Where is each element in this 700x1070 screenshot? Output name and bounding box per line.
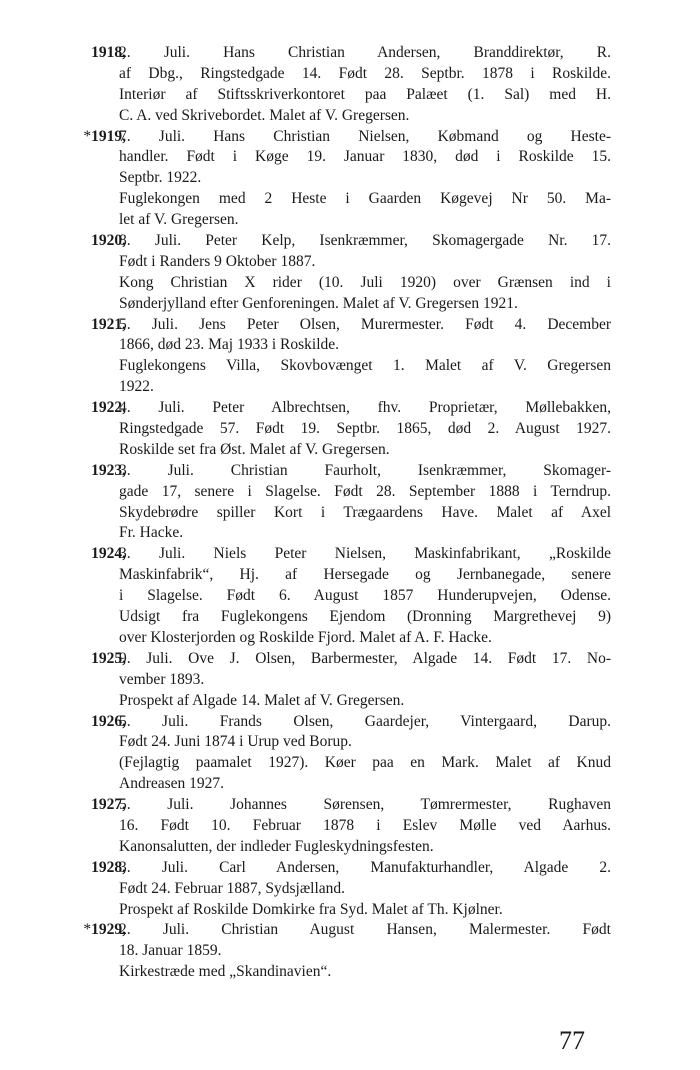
entry-text — [119, 127, 611, 231]
text-line: 2. Juli. Hans Christian Andersen, Branddirektør, R. — [119, 44, 611, 61]
entry — [0, 398, 700, 461]
year-label: 1918, — [91, 44, 126, 61]
text-line: Ringstedgade 57. Født 19. Septbr. 1865, død 2. August 1927. — [119, 420, 611, 438]
year-label: 1921, — [91, 315, 126, 333]
year-label: 1927, — [91, 796, 126, 814]
entry-year — [0, 43, 126, 64]
text-line: 1922. — [119, 378, 154, 396]
text-line: Prospekt af Algade 14. Malet af V. Gregersen. — [119, 691, 405, 709]
entry — [0, 231, 700, 315]
text-line: Fuglekongens Villa, Skovbovænget 1. Malet af V. Gregersen — [119, 357, 611, 375]
text-line: handler. Født i Køge 19. Januar 1830, død i Roskilde 15. — [119, 148, 611, 166]
entry — [0, 795, 700, 858]
year-label: 1919, — [91, 127, 126, 145]
text-line: Sønderjylland efter Genforeningen. Malet af V. Gregersen 1921. — [119, 294, 518, 312]
year-label: 1920, — [91, 232, 126, 250]
entry-text — [119, 649, 611, 712]
deceased-marker: * — [83, 127, 92, 145]
text-line: Kong Christian X rider (10. Juli 1920) over Grænsen ind i — [119, 273, 611, 291]
text-line: Fuglekongen med 2 Heste i Gaarden Køgevej Nr 50. Ma- — [119, 190, 611, 208]
year-label: 1923, — [91, 461, 126, 479]
entry-year — [0, 231, 126, 252]
text-line: (Fejlagtig paamalet 1927). Køer paa en Mark. Malet af Knud — [119, 754, 611, 772]
text-line: 1866, død 23. Maj 1933 i Roskilde. — [119, 336, 340, 354]
entry-year — [0, 649, 126, 670]
entry-text — [119, 231, 611, 315]
entry — [0, 649, 700, 712]
text-line: vember 1893. — [119, 670, 205, 688]
entry-text — [119, 43, 611, 127]
text-line: 3. Juli. Niels Peter Nielsen, Maskinfabrikant, „Roskilde — [119, 545, 611, 563]
entry-text — [119, 461, 611, 545]
text-line: 18. Januar 1859. — [119, 942, 222, 960]
text-line: let af V. Gregersen. — [119, 211, 239, 229]
year-label: 1929, — [91, 921, 126, 939]
text-line: Udsigt fra Fuglekongens Ejendom (Dronning Margrethevej 9) — [119, 608, 611, 626]
year-label: 1924, — [91, 545, 126, 563]
year-label: 1928, — [91, 858, 126, 876]
text-line: 5. Juli. Frands Olsen, Gaardejer, Vintergaard, Darup. — [119, 712, 611, 730]
entry-text — [119, 315, 611, 399]
text-line: Maskinfabrik“, Hj. af Hersegade og Jernbanegade, senere — [119, 566, 611, 584]
text-line: 7. Juli. Hans Christian Nielsen, Købmand og Heste- — [119, 127, 611, 145]
year-label: 1925, — [91, 649, 126, 667]
entry — [0, 920, 700, 983]
entry-year — [0, 398, 126, 419]
entry-text — [119, 858, 611, 921]
text-line: 9. Juli. Ove J. Olsen, Barbermester, Algade 14. Født 17. No- — [119, 649, 611, 667]
text-line: Andreasen 1927. — [119, 775, 225, 793]
text-line: Kanonsalutten, der indleder Fugleskydningsfesten. — [119, 837, 434, 855]
text-line: 3. Juli. Carl Andersen, Manufakturhandler, Algade 2. — [119, 858, 611, 876]
text-line: Født i Randers 9 Oktober 1887. — [119, 252, 316, 270]
text-line: Prospekt af Roskilde Domkirke fra Syd. Malet af Th. Kjølner. — [119, 900, 503, 918]
text-line: 4. Juli. Peter Albrechtsen, fhv. Proprietær, Møllebakken, — [119, 399, 611, 417]
text-line: 3. Juli. Christian Faurholt, Isenkræmmer, Skomager- — [119, 461, 611, 479]
text-line: C. A. ved Skrivebordet. Malet af V. Gregersen. — [119, 106, 410, 124]
text-line: Fr. Hacke. — [119, 524, 184, 542]
entry-year — [0, 712, 126, 733]
text-line: 8. Juli. Peter Kelp, Isenkræmmer, Skomagergade Nr. 17. — [119, 232, 611, 250]
text-line: gade 17, senere i Slagelse. Født 28. September 1888 i Terndrup. — [119, 482, 611, 500]
entry — [0, 858, 700, 921]
entry — [0, 461, 700, 545]
entry-text — [119, 712, 611, 796]
text-line: 16. Født 10. Februar 1878 i Eslev Mølle ved Aarhus. — [119, 816, 611, 834]
text-line: Septbr. 1922. — [119, 169, 202, 187]
text-line: over Klosterjorden og Roskilde Fjord. Malet af A. F. Hacke. — [119, 628, 492, 646]
year-label: 1926, — [91, 712, 126, 730]
entry-year — [0, 127, 126, 148]
entry-year — [0, 920, 126, 941]
entry-text — [119, 795, 611, 858]
text-line: Født 24. Juni 1874 i Urup ved Borup. — [119, 733, 352, 751]
entry-year — [0, 315, 126, 336]
entry — [0, 127, 700, 231]
entry — [0, 544, 700, 648]
entry-text — [119, 544, 611, 648]
entry-year — [0, 544, 126, 565]
page-number: 77 — [559, 1026, 585, 1055]
text-line: 2. Juli. Christian August Hansen, Malermester. Født — [119, 921, 611, 939]
entries-list — [0, 43, 700, 983]
text-line: Kirkestræde med „Skandinavien“. — [119, 963, 332, 981]
entry — [0, 315, 700, 399]
entry-year — [0, 461, 126, 482]
entry — [0, 43, 700, 127]
year-label: 1922, — [91, 399, 126, 417]
text-line: 5. Juli. Jens Peter Olsen, Murermester. Født 4. December — [119, 315, 611, 333]
deceased-marker: * — [83, 921, 92, 939]
entry-year — [0, 858, 126, 879]
entry-year — [0, 795, 126, 816]
text-line: i Slagelse. Født 6. August 1857 Hunderupvejen, Odense. — [119, 587, 611, 605]
text-line: Skydebrødre spiller Kort i Trægaardens Have. Malet af Axel — [119, 503, 611, 521]
text-line: Roskilde set fra Øst. Malet af V. Gregersen. — [119, 440, 390, 458]
text-line: af Dbg., Ringstedgade 14. Født 28. Septbr. 1878 i Roskilde. — [119, 64, 611, 82]
text-line: 5. Juli. Johannes Sørensen, Tømrermester, Rughaven — [119, 796, 611, 814]
entry-text — [119, 920, 611, 983]
text-line: Født 24. Februar 1887, Sydsjælland. — [119, 879, 346, 897]
entry — [0, 712, 700, 796]
entry-text — [119, 398, 611, 461]
text-line: Interiør af Stiftsskriverkontoret paa Palæet (1. Sal) med H. — [119, 85, 611, 103]
